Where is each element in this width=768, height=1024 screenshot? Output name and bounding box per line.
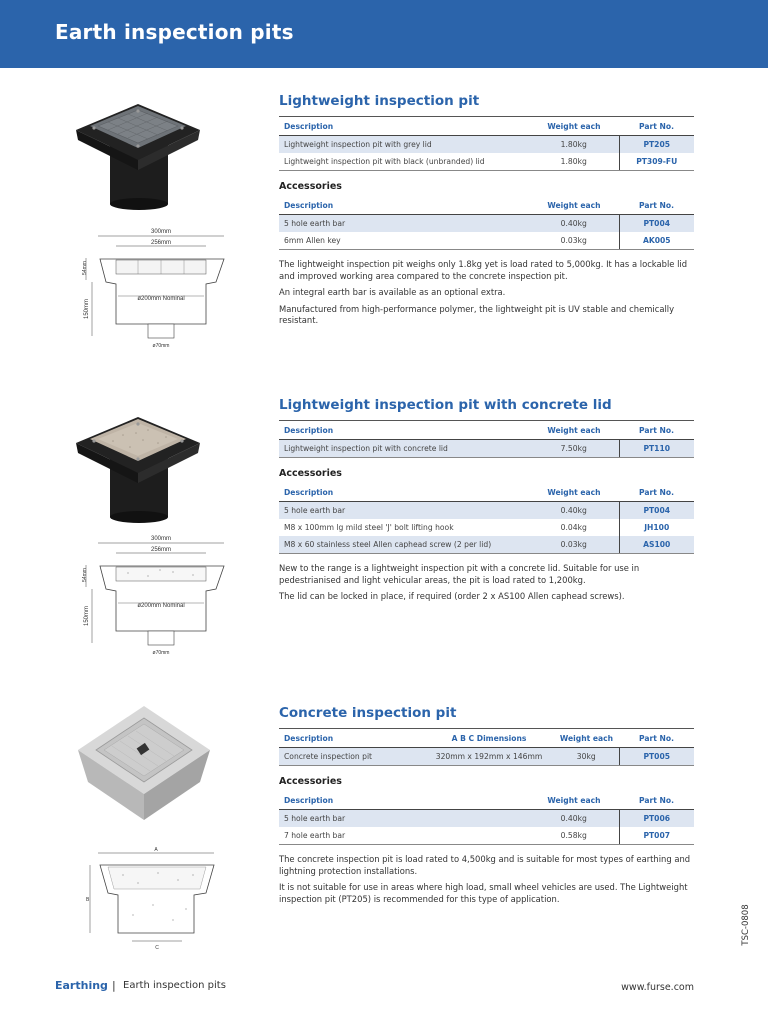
dim-base: ø70mm bbox=[152, 343, 170, 349]
cell-part-no: PT110 bbox=[619, 440, 694, 458]
concrete-lid-pit-drawing bbox=[78, 531, 238, 661]
table-row bbox=[279, 153, 694, 171]
cell-part-no: JH100 bbox=[619, 519, 694, 536]
col-part-no: Part No. bbox=[619, 791, 694, 810]
dim-b: B bbox=[86, 897, 90, 903]
cell-part-no: PT205 bbox=[619, 136, 694, 154]
footer-separator: | bbox=[112, 979, 116, 992]
col-weight: Weight each bbox=[529, 791, 619, 810]
table-row bbox=[279, 536, 694, 554]
dim-width-inner: 256mm bbox=[150, 240, 172, 246]
table-row bbox=[279, 502, 694, 520]
col-part-no: Part No. bbox=[619, 196, 694, 215]
dim-a: A bbox=[154, 847, 158, 853]
document-code: TSC-0808 bbox=[741, 904, 751, 946]
lightweight-pit-drawing bbox=[78, 224, 238, 354]
col-weight: Weight each bbox=[529, 117, 619, 136]
concrete-pit-drawing bbox=[78, 845, 238, 955]
col-weight: Weight each bbox=[529, 196, 619, 215]
accessories-title: Accessories bbox=[279, 776, 342, 787]
section-concrete-lid-pit bbox=[279, 397, 694, 603]
cell-part-no: PT004 bbox=[619, 215, 694, 233]
col-description: Description bbox=[279, 729, 424, 748]
body-paragraph: The lightweight inspection pit weighs only 1.8kg yet is load rated to 5,000kg. It has a lockable lid and improved working area compared to the concrete inspection pit. bbox=[279, 259, 688, 281]
col-part-no: Part No. bbox=[619, 483, 694, 502]
product-table bbox=[279, 117, 694, 171]
product-table bbox=[279, 729, 694, 766]
footer-url-link[interactable]: www.furse.com bbox=[621, 982, 694, 993]
footer-section-link[interactable]: Earthing bbox=[55, 979, 108, 992]
dim-height-lid: 54mm bbox=[82, 568, 88, 582]
col-weight: Weight each bbox=[529, 421, 619, 440]
cell-description: Lightweight inspection pit with black (unbranded) lid bbox=[279, 153, 529, 171]
dim-width-outer: 300mm bbox=[150, 229, 172, 235]
table-row bbox=[279, 440, 694, 458]
cell-description: Lightweight inspection pit with grey lid bbox=[279, 136, 529, 154]
cell-dimensions: 320mm x 192mm x 146mm bbox=[424, 748, 554, 766]
dim-height-lid: 54mm bbox=[82, 261, 88, 275]
col-part-no: Part No. bbox=[619, 117, 694, 136]
section-concrete-pit bbox=[279, 705, 694, 905]
cell-weight: 0.04kg bbox=[560, 523, 587, 532]
table-row bbox=[279, 827, 694, 845]
cell-part-no: AK005 bbox=[619, 232, 694, 250]
col-description: Description bbox=[279, 483, 529, 502]
section-title: Lightweight inspection pit with concrete lid bbox=[279, 397, 694, 421]
table-row bbox=[279, 810, 694, 828]
cell-part-no: PT005 bbox=[619, 748, 694, 766]
cell-weight: 0.03kg bbox=[529, 536, 619, 554]
page-title: Earth inspection pits bbox=[55, 20, 294, 44]
cell-part-no: PT004 bbox=[619, 502, 694, 520]
accessories-title: Accessories bbox=[279, 181, 342, 192]
col-weight: Weight each bbox=[554, 729, 619, 748]
dim-height-total: 150mm bbox=[84, 298, 90, 320]
cell-weight: 0.03kg bbox=[529, 232, 619, 250]
section-lightweight-pit bbox=[279, 93, 694, 327]
col-part-no: Part No. bbox=[619, 421, 694, 440]
section-title: Lightweight inspection pit bbox=[279, 93, 694, 117]
cell-description: 5 hole earth bar bbox=[279, 502, 529, 520]
col-description: Description bbox=[279, 117, 529, 136]
dim-width-outer: 300mm bbox=[150, 536, 172, 542]
cell-weight: 7.50kg bbox=[529, 440, 619, 458]
footer-subsection: Earth inspection pits bbox=[123, 980, 226, 991]
col-description: Description bbox=[279, 196, 529, 215]
body-paragraph: New to the range is a lightweight inspection pit with a concrete lid. Suitable for use in pedestrianised and light vehicular areas, the pit is load rated to 1,200kg. bbox=[279, 563, 640, 585]
col-part-no: Part No. bbox=[619, 729, 694, 748]
section-title: Concrete inspection pit bbox=[279, 705, 694, 729]
cell-description: M8 x 60 stainless steel Allen caphead screw (2 per lid) bbox=[279, 536, 529, 554]
table-row bbox=[279, 519, 694, 536]
dim-nominal: ø200mm Nominal bbox=[137, 603, 185, 609]
cell-weight: 0.58kg bbox=[529, 827, 619, 845]
cell-weight: 0.40kg bbox=[529, 215, 619, 233]
dim-base: ø70mm bbox=[152, 650, 170, 656]
cell-description: 5 hole earth bar bbox=[279, 810, 529, 828]
col-dimensions: A B C Dimensions bbox=[424, 729, 554, 748]
cell-part-no: AS100 bbox=[619, 536, 694, 554]
accessories-table bbox=[279, 791, 694, 845]
body-paragraph: Manufactured from high-performance polymer, the lightweight pit is UV stable and chemically resistant. bbox=[279, 303, 675, 325]
col-description: Description bbox=[279, 791, 529, 810]
lightweight-pit-image bbox=[68, 82, 208, 212]
cell-part-no: PT006 bbox=[619, 810, 694, 828]
body-paragraph: The lid can be locked in place, if required (order 2 x AS100 Allen caphead screws). bbox=[279, 591, 625, 601]
accessories-table bbox=[279, 483, 694, 554]
cell-description: 5 hole earth bar bbox=[279, 215, 529, 233]
cell-weight: 1.80kg bbox=[529, 136, 619, 154]
body-paragraph: It is not suitable for use in areas where high load, small wheel vehicles are used. The Lightweight inspection pit (PT205) is recommended for this type of application. bbox=[279, 882, 688, 904]
accessories-table bbox=[279, 196, 694, 250]
cell-part-no: PT007 bbox=[619, 827, 694, 845]
cell-description: 7 hole earth bar bbox=[279, 827, 529, 845]
body-paragraph: The concrete inspection pit is load rated to 4,500kg and is suitable for most types of earthing and lightning protection installations. bbox=[279, 854, 691, 876]
cell-description: Concrete inspection pit bbox=[279, 748, 424, 766]
accessories-title: Accessories bbox=[279, 468, 342, 479]
cell-weight: 0.40kg bbox=[529, 502, 619, 520]
cell-weight: 0.40kg bbox=[529, 810, 619, 828]
col-weight: Weight each bbox=[529, 483, 619, 502]
cell-description: 6mm Allen key bbox=[279, 232, 529, 250]
dim-nominal: ø200mm Nominal bbox=[137, 296, 185, 302]
table-row bbox=[279, 215, 694, 233]
col-description: Description bbox=[279, 421, 529, 440]
dim-height-total: 150mm bbox=[84, 605, 90, 627]
cell-description: Lightweight inspection pit with concrete lid bbox=[279, 440, 529, 458]
table-row bbox=[279, 748, 694, 766]
cell-description: M8 x 100mm lg mild steel 'J' bolt lifting hook bbox=[284, 523, 454, 532]
table-row bbox=[279, 136, 694, 154]
dim-width-inner: 256mm bbox=[150, 547, 172, 553]
concrete-lid-pit-image bbox=[68, 395, 208, 525]
dim-c: C bbox=[155, 945, 159, 951]
concrete-pit-image bbox=[74, 702, 214, 822]
table-row bbox=[279, 232, 694, 250]
cell-part-no: PT309-FU bbox=[619, 153, 694, 171]
product-table bbox=[279, 421, 694, 458]
body-paragraph: An integral earth bar is available as an optional extra. bbox=[279, 287, 506, 297]
cell-weight: 1.80kg bbox=[529, 153, 619, 171]
cell-weight: 30kg bbox=[554, 748, 619, 766]
